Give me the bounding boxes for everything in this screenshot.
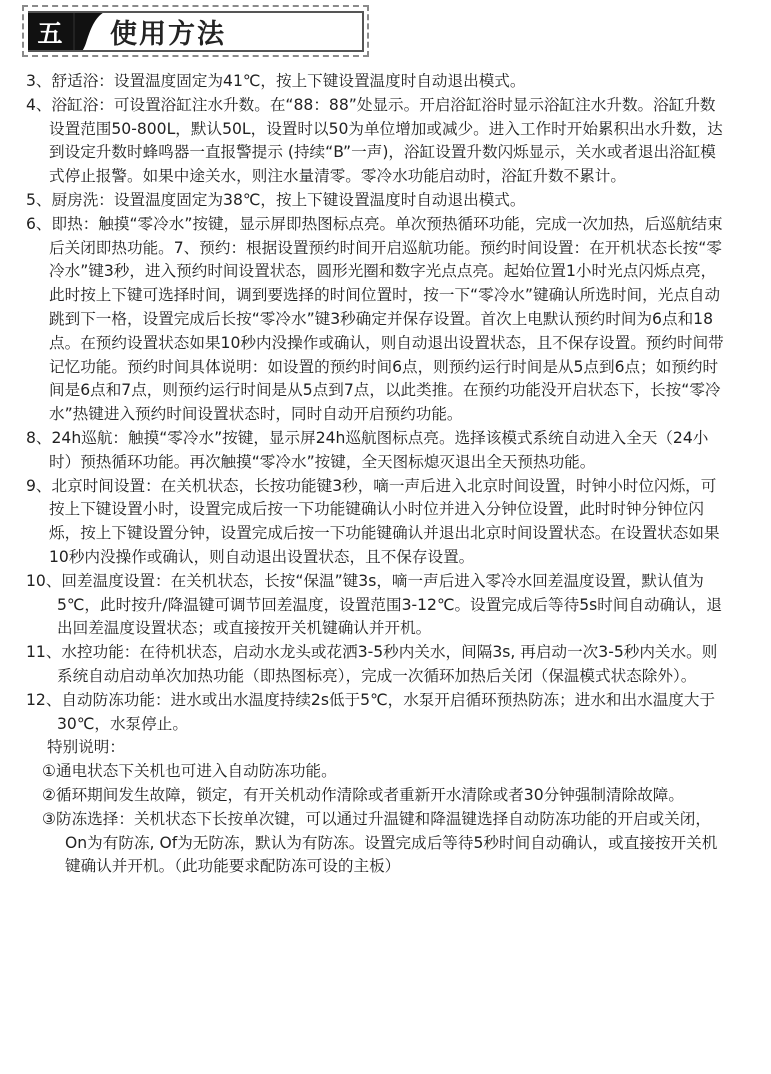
instruction-item-11: 11、水控功能：在待机状态，启动水龙头或花洒3-5秒内关水，间隔3s, 再启动一次3-5秒内关水。则系统自动启动单次加热功能（即热图标亮），完成一次循环加热后关闭（保温模式状态除外）。 (26, 643, 718, 685)
instruction-item-12: 12、自动防冻功能：进水或出水温度持续2s低于5℃，水泵开启循环预热防冻；进水和出水温度大于30℃，水泵停止。 (26, 690, 716, 733)
section-header (22, 5, 369, 57)
section-title: 使用方法 (110, 19, 226, 50)
slant-decoration-icon (72, 11, 106, 52)
special-note-3: ③防冻选择：关机状态下长按单次键，可以通过升温键和降温键选择自动防冻功能的开启或关闭，On为有防冻, Of为无防冻，默认为有防冻。设置完成后等待5秒时间自动确认，或直接按开关机键确认并开机。（此功能要求配防冻可设的主板） (42, 809, 718, 876)
instruction-item-10: 10、回差温度设置：在关机状态，长按“保温”键3s，嘀一声后进入零冷水回差温度设置，默认值为5℃，此时按升/降温键可调节回差温度，设置范围3-12℃。设置完成后等待5s时间自动确认，退出回差温度设置状态；或直接按开关机键确认并开机。 (26, 571, 723, 638)
instruction-item-4: 4、浴缸浴：可设置浴缸注水升数。在“88：88”处显示。开启浴缸浴时显示浴缸注水升数。浴缸升数设置范围50-800L，默认50L，设置时以50为单位增加或减少。进入工作时开始累积出水升数，达到设定升数时蜂鸣器一直报警提示 (持续“B”一声)，浴缸设置升数闪烁显示，关水或者退出浴缸模式停止报警。如果中途关水，则注水量清零。零冷水功能启动时，浴缸升数不累计。 (26, 95, 723, 186)
special-notes-title: 特别说明： (47, 738, 125, 757)
instruction-item-3: 3、舒适浴：设置温度固定为41℃，按上下键设置温度时自动退出模式。 (26, 72, 526, 90)
instruction-item-6-7: 6、即热：触摸“零冷水”按键，显示屏即热图标点亮。单次预热循环功能，完成一次加热，后巡航结束后关闭即热功能。7、预约：根据设置预约时间开启巡航功能。预约时间设置：在开机状态长按“零冷水”键3秒，进入预约时间设置状态，圆形光圈和数字光点点亮。起始位置1小时光点闪烁点亮，此时按上下键可选择时间，调到要选择的时间位置时，按一下“零冷水”键确认所选时间，光点自动跳到下一格，设置完成后长按“零冷水”键3秒确定并保存设置。首次上电默认预约时间为6点和18点。在预约设置状态如果10秒内没操作或确认，则自动退出设置状态，且不保存设置。预约时间带记忆功能。预约时间具体说明：如设置的预约时间6点，则预约运行时间是从5点到6点；如预约时间是6点和7点，则预约运行时间是从5点到7点，以此类推。在预约功能没开启状态下，长按“零冷水”热键进入预约时间设置状态时，同时自动开启预约功能。 (26, 214, 724, 424)
instruction-item-8: 8、24h巡航：触摸“零冷水”按键，显示屏24h巡航图标点亮。选择该模式系统自动进入全天（24小时）预热循环功能。再次触摸“零冷水”按键，全天图标熄灭退出全天预热功能。 (26, 428, 709, 471)
section-header-box (28, 11, 364, 52)
special-note-1: ①通电状态下关机也可进入自动防冻功能。 (42, 762, 337, 781)
instructions-body (26, 70, 726, 879)
instruction-item-5: 5、厨房洗：设置温度固定为38℃，按上下键设置温度时自动退出模式。 (26, 190, 526, 209)
section-number-badge (28, 13, 104, 50)
special-note-2: ②循环期间发生故障，锁定，有开关机动作清除或者重新开水清除或者30分钟强制清除故障。 (42, 785, 684, 804)
section-number: 五 (37, 18, 63, 48)
instruction-item-9: 9、北京时间设置：在关机状态，长按功能键3秒，嘀一声后进入北京时间设置，时钟小时位闪烁，可按上下键设置小时，设置完成后按一下功能键确认小时位并进入分钟位设置，此时时钟分钟位闪烁，按上下键设置分钟，设置完成后按一下功能键确认并退出北京时间设置状态。在设置状态如果10秒内没操作或确认，则自动退出设置状态，且不保存设置。 (26, 476, 720, 566)
